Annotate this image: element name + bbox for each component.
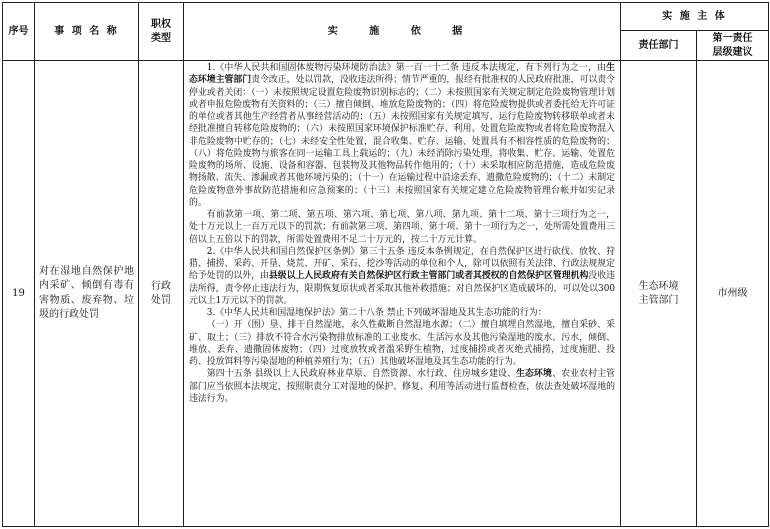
basis-p3-text-c: 没收违法所得，责令停止违法行为，限期恢复原状或者采取其他补救措施；对自然保护区造成破坏的，可以处以300元以上1万元以下的罚款。 [189,271,615,306]
row-dept [621,61,697,527]
basis-paragraph-6 [189,368,615,405]
header-type-line2: 类型 [151,32,171,44]
basis-p6-authority: 生态环境 [516,369,553,380]
row-type-line2: 处罚 [151,294,171,306]
power-list-table [2,2,769,527]
basis-p6-text-c: 、农业农村主管部门应当依照本法规定，按照职责分工对湿地的保护、修复、利用等活动进行监督检查，依法查处破坏湿地的违法行为。 [189,369,616,404]
basis-p1-text-a: 1.《中华人民共和国固体废物污染环境防治法》第一百一十二条 违反本法规定，有下列行为之一，由 [206,63,607,73]
row-dept-line2: 主管部门 [638,294,679,306]
header-basis: 实 施 依 据 [184,3,621,61]
basis-paragraph-5: （一）开（围）垦、排干自然湿地，永久性截断自然湿地水源；（二）擅自填埋自然湿地，擅自采砂、采矿、取土；（三）排放不符合水污染物排放标准的工业废水、生活污水及其他污染湿地的废水、污水，倾倒、堆放、丢弃、遗撒固体废物；（四）过度放牧或者滥采野生植物，过度捕捞或者灭绝式捕捞，过度施肥、投药、投放饵料等污染湿地的种植养殖行为；（五）其他破坏湿地及其生态功能的行为。 [189,320,615,367]
row-seq: 19 [3,61,35,527]
row-type [139,61,184,527]
header-row [3,3,769,31]
header-dept: 责任部门 [621,31,697,61]
header-type [139,3,184,61]
basis-p6-text-a: 第四十五条 县级以上人民政府林业草原、自然资源、水行政、住房城乡建设、 [206,369,517,380]
row-basis [184,61,621,527]
header-type-line1: 职权 [151,18,171,30]
header-matter: 事 项 名 称 [35,3,139,61]
table-row [3,61,769,527]
basis-p1-authority: 生态环境主管部门 [189,63,615,86]
basis-p1-text-c: 责令改正，处以罚款，没收违法所得；情节严重的，报经有批准权的人民政府批准，可以责令停业或者关闭：（一）未按照规定设置危险废物识别标志的；（二）未按照国家有关规定制定危险废物管理计划或者申报危险废物有关资料的；（三）擅自倾倒、堆放危险废物的；（四）将危险废物提供或者委托给无许可证的单位或者其他生产经营者从事经营活动的；（五）未按照国家有关规定填写、运行危险废物转移联单或者未经批准擅自转移危险废物的；（六）未按照国家环境保护标准贮存、利用、处置危险废物或者将危险废物混入非危险废物中贮存的；（七）未经安全性处置，混合收集、贮存、运输、处置具有不相容性质的危险废物的；（八）将危险废物与旅客在同一运输工具上载运的；（九）未经消除污染处理，将收集、贮存、运输、处置危险废物的场所、设施、设备和容器、包装物及其他物品转作他用的；（十）未采取相应防范措施，造成危险废物扬散、流失、渗漏或者其他环境污染的；（十一）在运输过程中沿途丢弃、遗撒危险废物的；（十二）未制定危险废物意外事故防范措施和应急预案的；（十三）未按照国家有关规定建立危险废物管理台帐并如实记录的。 [189,75,615,208]
basis-paragraph-4: 3.《中华人民共和国湿地保护法》第二十八条 禁止下列破坏湿地及其生态功能的行为： [206,308,547,318]
header-subject: 实 施 主 体 [621,3,769,31]
row-matter: 对在湿地自然保护地内采矿、倾倒有毒有害物质、废弃物、垃圾的行政处罚 [35,61,139,527]
row-level: 市州级 [697,61,769,527]
header-level [697,31,769,61]
basis-paragraph-3 [189,246,615,307]
basis-p3-authority: 县级以上人民政府有关自然保护区行政主管部门或者其授权的自然保护区管理机构 [268,271,589,282]
header-level-line1: 第一责任 [712,32,753,44]
header-seq: 序号 [3,3,35,61]
row-dept-line1: 生态环境 [638,280,679,292]
basis-paragraph-1 [189,62,615,209]
header-level-line2: 层级建议 [712,46,753,58]
row-type-line1: 行政 [151,280,171,292]
basis-paragraph-2: 有前款第一项、第二项、第五项、第六项、第七项、第八项、第九项、第十二项、第十三项行为之一，处十万元以上一百万元以下的罚款；有前款第三项、第四项、第十项、第十一项行为之一，处所需处置费用三倍以上五倍以下的罚款，所需处置费用不足二十万元的，按二十万元计算。 [189,210,615,245]
basis-p3-text-a: 2.《中华人民共和国自然保护区条例》第三十五条 违反本条例规定，在自然保护区进行砍伐、放牧、狩猎、捕捞、采药、开垦、烧荒、开矿、采石、挖沙等活动的单位和个人，除可以依照有关法律、行政法规规定给予处罚的以外，由 [189,246,615,282]
